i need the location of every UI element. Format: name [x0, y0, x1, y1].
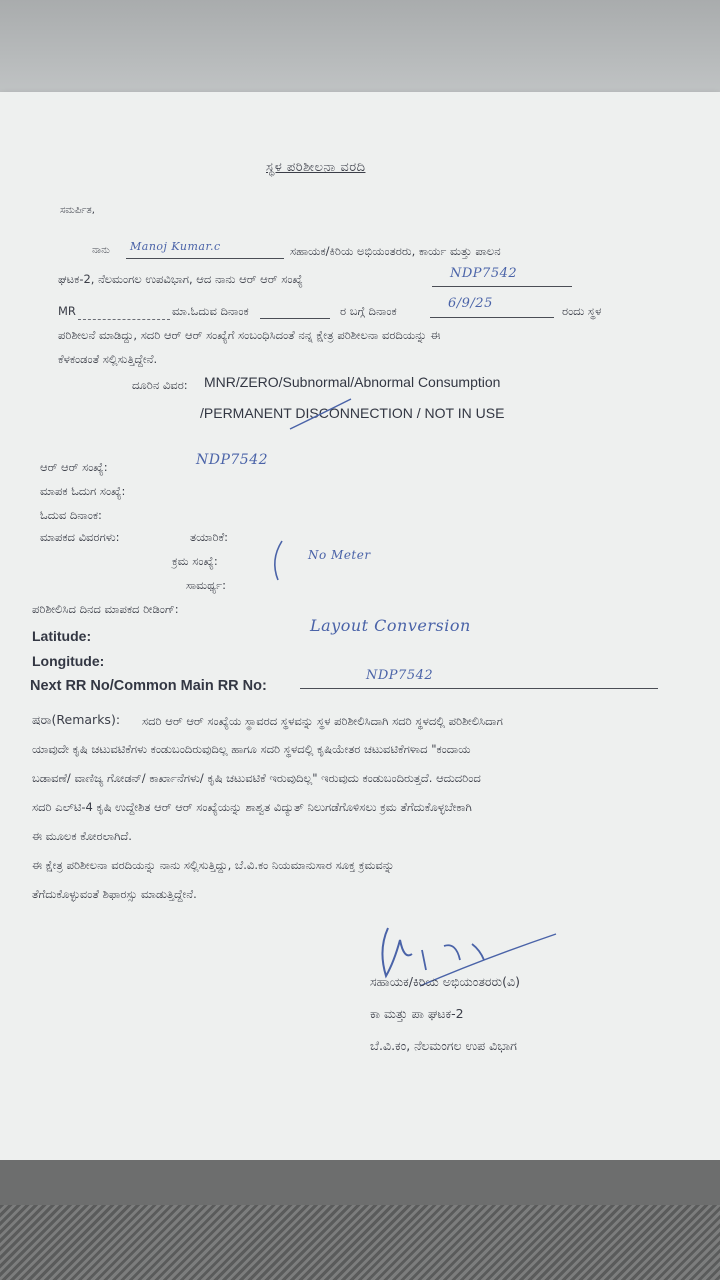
date-underline: [430, 317, 554, 318]
complaint-line2: /PERMANENT DISCONNECTION / NOT IN USE: [200, 405, 505, 421]
remarks-line4: ಸದರಿ ಎಲ್‌ಟಿ-4 ಕೃಷಿ ಉದ್ದೇಶಿತ ಆರ್ ಆರ್ ಸಂಖ್ಯೆಯನ್ನು ಶಾಶ್ವತ ವಿದ್ಯುತ್ ನಿಲುಗಡೆಗೊಳಿಸಲು ಕ್ರಮ ತೆಗೆದುಕೊಳ್ಳಬೇಕಾಗಿ: [32, 800, 472, 814]
para1-l1-b: ಸಹಾಯಕ/ಕಿರಿಯ ಅಭಿಯಂತರರು, ಕಾರ್ಯ ಮತ್ತು ಪಾಲನ: [290, 244, 501, 258]
remarks-line3: ಬಡಾವಣೆ/ ವಾಣಿಜ್ಯ ಗೋಡನ್/ ಕಾರ್ಖಾನೆಗಳು/ ಕೃಷಿ ಚಟುವಟಿಕೆ ಇರುವುದಿಲ್ಲ" ಇರುವುದು ಕಂಡುಬಂದಿರುತ್ತದೆ. ಆದುದರಿಂದ: [32, 771, 481, 785]
inspection-reading-label: ಪರಿಶೀಲಿಸಿದ ದಿನದ ಮಾಪಕದ ರೀಡಿಂಗ್:: [32, 602, 179, 616]
name-underline: [126, 258, 284, 259]
complaint-label: ದೂರಿನ ವಿವರ:: [132, 378, 188, 392]
signature-line1: ಸಹಾಯಕ/ಕಿರಿಯ ಅಭಿಯಂತರರು(ವಿ): [370, 974, 520, 989]
remarks-line1: ಸದರಿ ಆರ್ ಆರ್ ಸಂಖ್ಯೆಯ ಸ್ಥಾವರದ ಸ್ಥಳವನ್ನು ಸ್ಥಳ ಪರಿಶೀಲಿಸಿದಾಗಿ ಸದರಿ ಸ್ಥಳದಲ್ಲಿ ಪರಿಶೀಲಿಸಿದಾಗ: [142, 714, 503, 728]
longitude-label: Longitude:: [32, 653, 105, 669]
next-rr-underline: [300, 688, 658, 689]
rr-no-label: ಆರ್ ಆರ್ ಸಂಖ್ಯೆ:: [40, 460, 108, 474]
make-label: ತಯಾರಿಕೆ:: [190, 530, 229, 544]
remarks-line5: ಈ ಮೂಲಕ ಕೋರಲಾಗಿದೆ.: [32, 829, 132, 843]
reading-date-blank: [260, 318, 330, 319]
inspection-reading-value: Layout Conversion: [310, 616, 471, 635]
closing-line1: ಈ ಕ್ಷೇತ್ರ ಪರಿಶೀಲನಾ ವರದಿಯನ್ನು ನಾನು ಸಲ್ಲಿಸುತ್ತಿದ್ದು, ಬೆ.ವಿ.ಕಂ ನಿಯಮಾನುಸಾರ ಸೂಕ್ತ ಕ್ರಮವನ್ನು: [32, 858, 395, 872]
handwritten-bracket: [268, 538, 288, 584]
reading-date-label: ಓದುವ ದಿನಾಂಕ:: [40, 508, 102, 522]
mr-blank: [78, 319, 170, 320]
handwritten-date: 6/9/25: [448, 296, 493, 311]
signature-line3: ಬೆ.ವಿ.ಕಂ, ನೆಲಮಂಗಲ ಉಪ ವಿಭಾಗ: [370, 1038, 517, 1053]
para1-l5: ಕೆಳಕಂಡಂತೆ ಸಲ್ಲಿಸುತ್ತಿದ್ದೇನೆ.: [58, 352, 158, 366]
serial-label: ಕ್ರಮ ಸಂಖ್ಯೆ:: [172, 554, 218, 568]
para1-l3-c: ರಂದು ಸ್ಥಳ: [562, 304, 602, 318]
signature-line2: ಕಾ ಮತ್ತು ಪಾ ಘಟಕ-2: [370, 1006, 464, 1021]
para1-l3-a: ಮಾ.ಓದುವ ದಿನಾಂಕ: [172, 304, 249, 318]
page-title: ಸ್ಥಳ ಪರಿಶೀಲನಾ ವರದಿ: [266, 160, 366, 175]
para1-l1-a: ನಾನು: [92, 245, 110, 256]
capacity-label: ಸಾಮರ್ಥ್ಯ:: [186, 578, 226, 592]
remarks-label: ಷರಾ(Remarks):: [32, 712, 121, 727]
complaint-line1: MNR/ZERO/Subnormal/Abnormal Consumption: [204, 374, 501, 390]
cloth-texture: [0, 1205, 720, 1280]
closing-line2: ತೆಗೆದುಕೊಳ್ಳುವಂತೆ ಶಿಫಾರಸ್ಸು ಮಾಡುತ್ತಿದ್ದೇನೆ.: [32, 887, 197, 901]
para1-l2: ಘಟಕ-2, ನೆಲಮಂಗಲ ಉಪವಿಭಾಗ, ಆದ ನಾನು ಆರ್ ಆರ್ ಸಂಖ್ಯೆ: [58, 272, 303, 286]
salutation: ಸಮರ್ಪಿತ,: [60, 205, 95, 216]
handwritten-name: Manoj Kumar.c: [130, 240, 221, 253]
next-rr-label: Next RR No/Common Main RR No:: [30, 678, 267, 694]
para1-l3-b: ರ ಬಗ್ಗೆ ದಿನಾಂಕ: [340, 304, 397, 318]
meter-details-value: No Meter: [308, 548, 371, 562]
next-rr-value: NDP7542: [366, 668, 434, 683]
pen-stroke-mark: [285, 395, 355, 435]
meter-reading-no-label: ಮಾಪಕ ಓದುಗ ಸಂಖ್ಯೆ:: [40, 484, 126, 498]
para1-l4: ಪರಿಶೀಲನೆ ಮಾಡಿದ್ದು, ಸದರಿ ಆರ್ ಆರ್ ಸಂಖ್ಯೆಗೆ ಸಂಬಂಧಿಸಿದಂತೆ ನನ್ನ ಕ್ಷೇತ್ರ ಪರಿಶೀಲನಾ ವರದಿಯನ್ನು ಈ: [58, 328, 441, 342]
rr-underline: [432, 286, 572, 287]
para1-mr: MR: [58, 304, 76, 318]
rr-no-value: NDP7542: [196, 452, 269, 468]
meter-details-label: ಮಾಪಕದ ವಿವರಗಳು:: [40, 530, 120, 544]
handwritten-rr-no: NDP7542: [450, 266, 518, 281]
latitude-label: Latitude:: [32, 628, 92, 644]
remarks-line2: ಯಾವುದೇ ಕೃಷಿ ಚಟುವಟಿಕೆಗಳು ಕಂಡುಬಂದಿರುವುದಿಲ್ಲ ಹಾಗೂ ಸದರಿ ಸ್ಥಳದಲ್ಲಿ ಕೃಷಿಯೇತರ ಚಟುವಟಿಕೆಗಳಾದ "ಕಂದಾಯ: [32, 742, 471, 756]
